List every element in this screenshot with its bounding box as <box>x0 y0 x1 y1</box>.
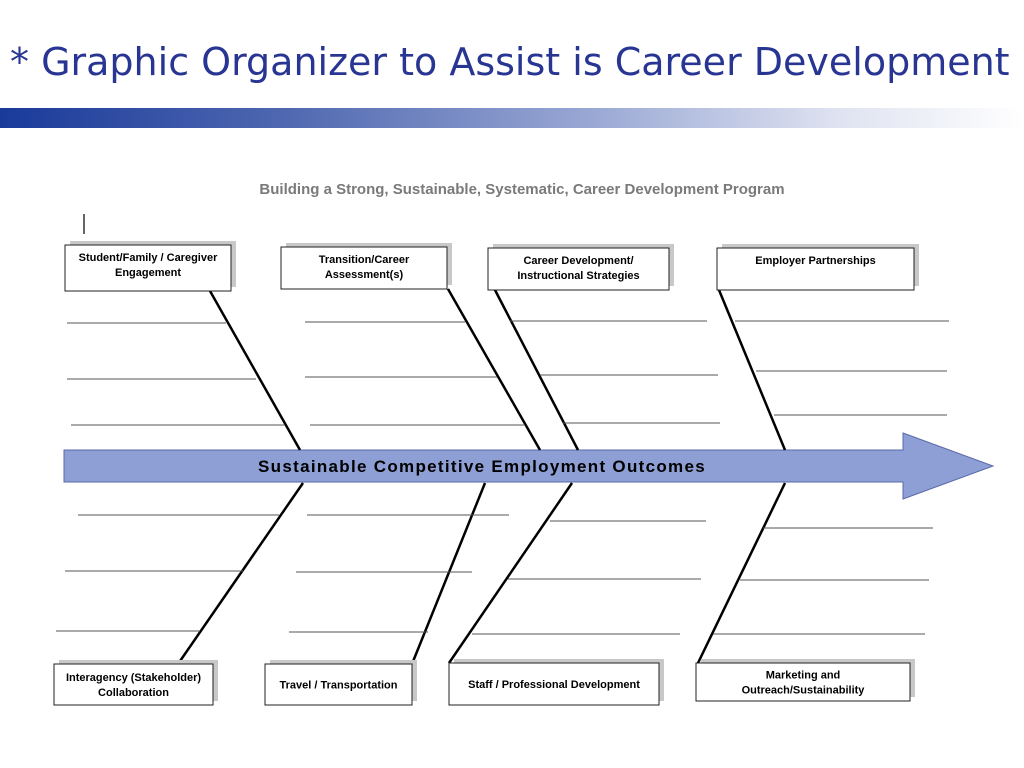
category-label-line: Career Development/ <box>523 255 634 267</box>
bone-line <box>412 483 485 664</box>
top-category-box-3 <box>488 244 674 290</box>
category-label-line: Interagency (Stakeholder) <box>65 672 202 684</box>
category-label-line: Transition/Career <box>318 254 410 266</box>
bone-line <box>449 483 572 663</box>
bottom-category-box-1 <box>54 660 218 705</box>
category-label-line: Travel / Transportation <box>279 679 398 692</box>
diagram-title: Building a Strong, Sustainable, Systematic, Career Development Program <box>259 181 785 198</box>
bone-line <box>698 483 785 663</box>
bone-line <box>210 291 300 450</box>
category-label-line: Instructional Strategies <box>517 270 640 282</box>
bottom-category-box-4 <box>696 659 915 701</box>
category-label-line: Marketing and <box>765 669 841 682</box>
category-label-line: Student/Family / Caregiver <box>78 252 218 264</box>
top-category-box-4 <box>717 244 919 290</box>
bone-line <box>495 290 578 450</box>
category-label-line: Employer Partnerships <box>755 255 876 267</box>
category-label-line: Outreach/Sustainability <box>741 684 865 697</box>
bone-line <box>719 290 785 450</box>
category-label-line: Assessment(s) <box>324 269 404 281</box>
bottom-category-box-3 <box>449 659 664 705</box>
bone-line <box>448 289 540 450</box>
slide-title: * Graphic Organizer to Assist is Career Development <box>10 40 1010 84</box>
category-label-line: Engagement <box>114 267 182 279</box>
spine-label: Sustainable Competitive Employment Outcomes <box>258 457 706 476</box>
bottom-category-box-2 <box>265 660 417 705</box>
bone-line <box>178 483 303 664</box>
top-category-box-1 <box>65 241 236 291</box>
top-category-box-2 <box>281 243 452 289</box>
category-label-line: Staff / Professional Development <box>468 679 640 691</box>
category-label-line: Collaboration <box>98 687 169 699</box>
